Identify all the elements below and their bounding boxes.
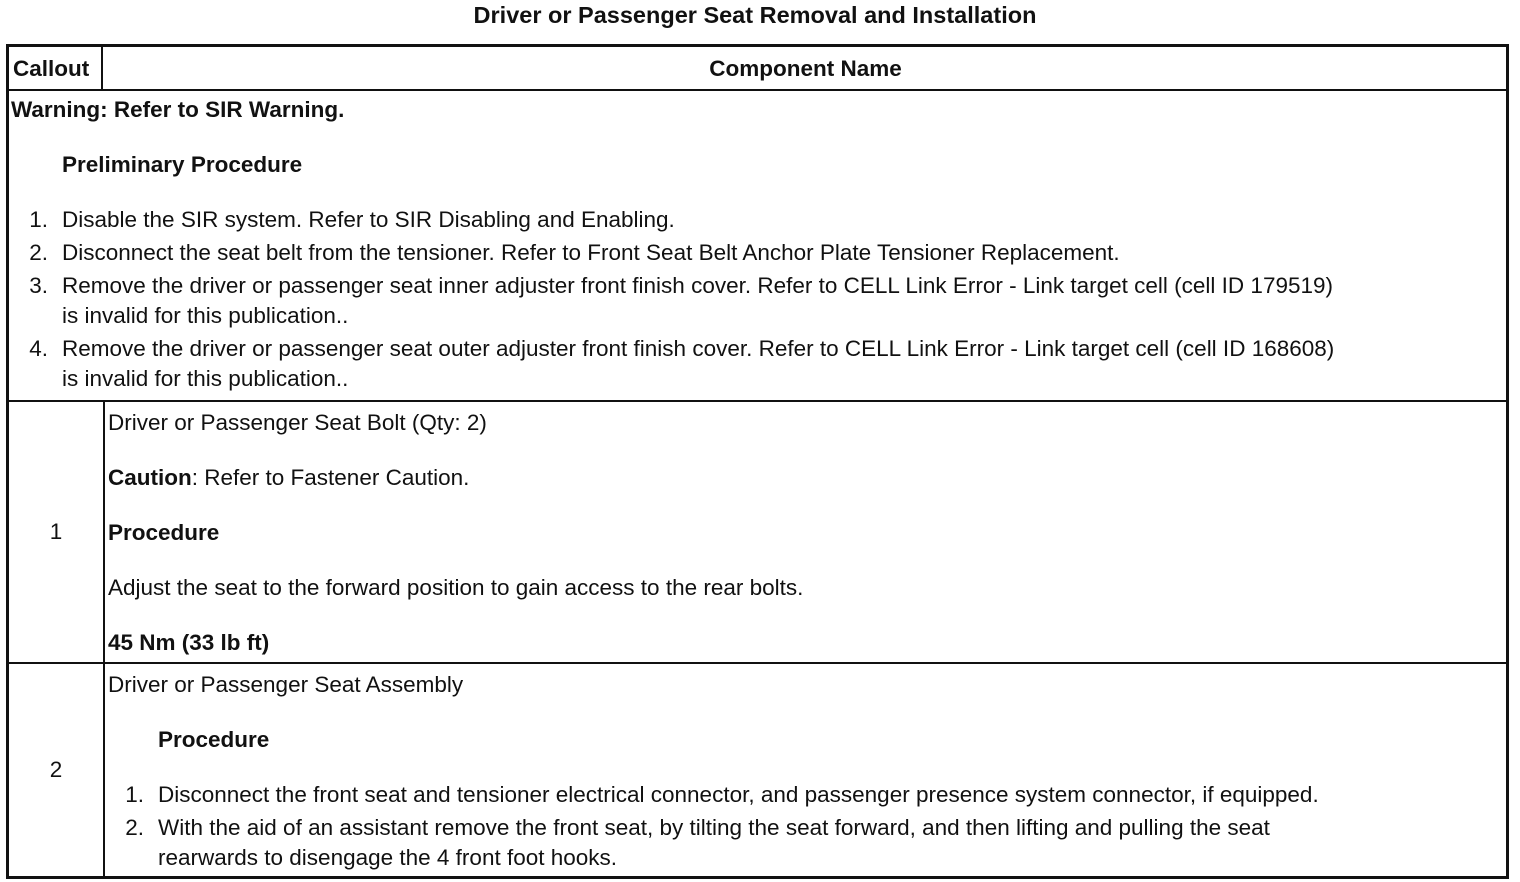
callout-cell xyxy=(9,664,105,876)
procedure-table xyxy=(6,44,1509,879)
procedure-heading: Procedure xyxy=(158,727,270,752)
table-row-seat-assembly xyxy=(9,664,1506,876)
step-number: 1. xyxy=(125,782,144,807)
step-text: Disable the SIR system. Refer to SIR Disabling and Enabling. xyxy=(62,207,675,232)
document-title: Driver or Passenger Seat Removal and Installation xyxy=(473,2,1037,28)
torque-spec: 45 Nm (33 lb ft) xyxy=(108,630,270,655)
warning-label: Warning xyxy=(11,97,101,122)
callout-column-header: Callout xyxy=(9,47,103,89)
step-number: 1. xyxy=(29,207,48,232)
table-row-seat-bolt xyxy=(9,402,1506,664)
component-cell xyxy=(105,402,1506,662)
component-name-column-header: Component Name xyxy=(709,56,902,81)
component-name: Driver or Passenger Seat Assembly xyxy=(108,672,464,697)
step-text-continued: rearwards to disengage the 4 front foot hooks. xyxy=(158,845,618,870)
step-number: 3. xyxy=(29,273,48,298)
step-number: 2. xyxy=(125,815,144,840)
sir-warning xyxy=(11,97,344,123)
step-number: 2. xyxy=(29,240,48,265)
step-text-continued: is invalid for this publication.. xyxy=(62,303,349,328)
callout-number: 2 xyxy=(49,757,63,782)
caution-text: : Refer to Fastener Caution. xyxy=(191,465,470,490)
callout-cell xyxy=(9,402,105,662)
warning-text: : Refer to SIR Warning. xyxy=(100,97,345,122)
procedure-text: Adjust the seat to the forward position to gain access to the rear bolts. xyxy=(108,575,804,600)
fastener-caution xyxy=(108,465,469,491)
step-text: Disconnect the front seat and tensioner electrical connector, and passenger presence system connector, if equipped. xyxy=(158,782,1319,807)
caution-label: Caution xyxy=(108,465,192,490)
procedure-heading: Procedure xyxy=(108,520,220,545)
component-cell xyxy=(105,664,1506,876)
step-number: 4. xyxy=(29,336,48,361)
step-text: With the aid of an assistant remove the front seat, by tilting the seat forward, and then lifting and pulling the seat xyxy=(158,815,1270,840)
component-name: Driver or Passenger Seat Bolt (Qty: 2) xyxy=(108,410,487,435)
step-text: Remove the driver or passenger seat inner adjuster front finish cover. Refer to CELL Link Error - Link target cell (cell ID 179519) xyxy=(62,273,1334,298)
warning-section xyxy=(9,91,1506,402)
table-header-row xyxy=(9,47,1506,91)
step-text: Disconnect the seat belt from the tensioner. Refer to Front Seat Belt Anchor Plate Tensioner Replacement. xyxy=(62,240,1120,265)
step-text-continued: is invalid for this publication.. xyxy=(62,366,349,391)
preliminary-procedure-heading: Preliminary Procedure xyxy=(62,152,303,177)
callout-number: 1 xyxy=(49,519,63,544)
step-text: Remove the driver or passenger seat outer adjuster front finish cover. Refer to CELL Link Error - Link target cell (cell ID 168608) xyxy=(62,336,1335,361)
